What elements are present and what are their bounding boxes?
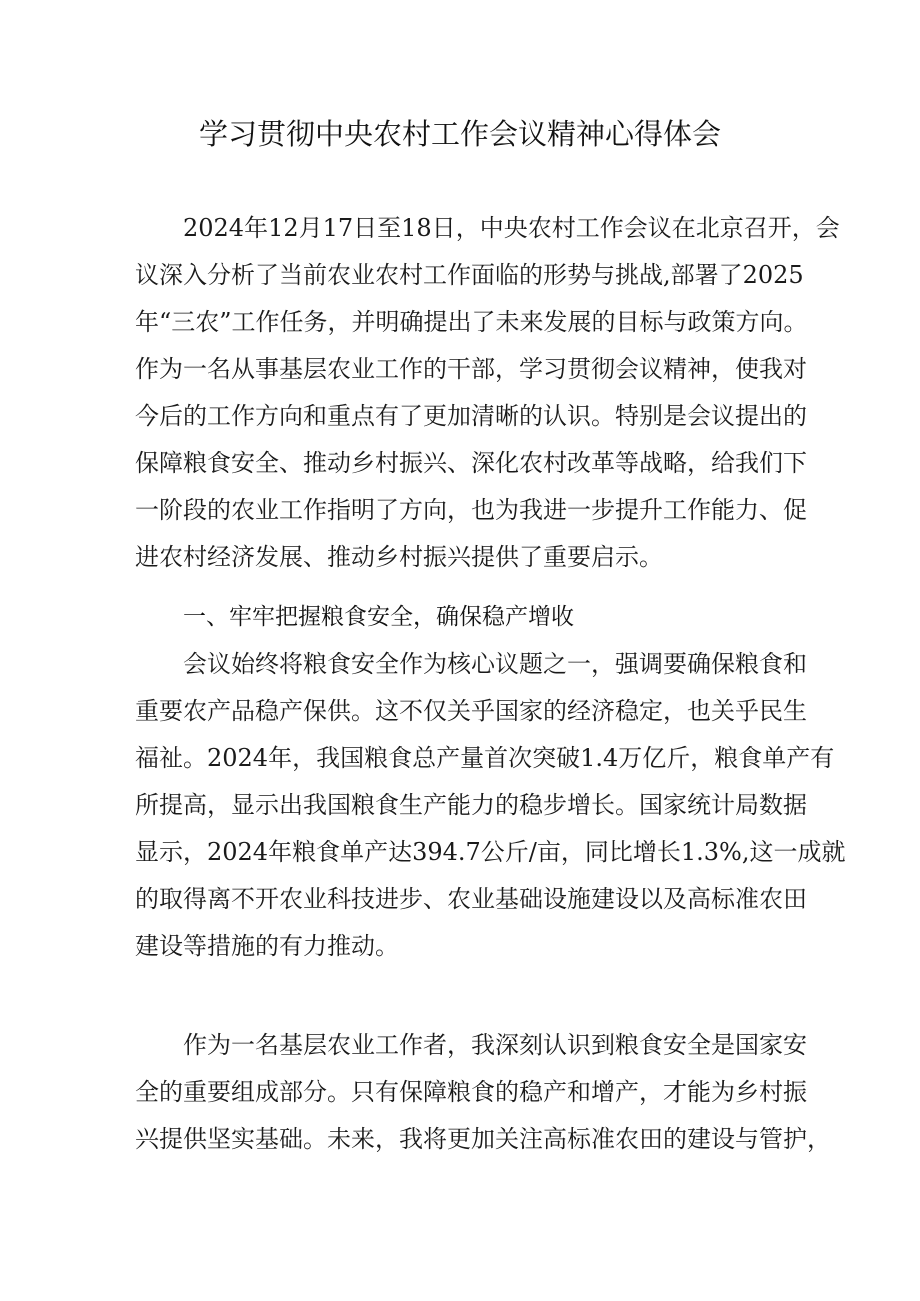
paragraph-line: 作为一名从事基层农业工作的干部，学习贯彻会议精神，使我对 xyxy=(135,355,807,383)
paragraph-line: 保障粮食安全、推动乡村振兴、深化农村改革等战略，给我们下 xyxy=(135,449,807,477)
paragraph-line: 进农村经济发展、推动乡村振兴提供了重要启示。 xyxy=(135,543,663,571)
paragraph-line: 全的重要组成部分。只有保障粮食的稳产和增产，才能为乡村振 xyxy=(135,1078,807,1106)
section-heading: 一、牢牢把握粮食安全，确保稳产增收 xyxy=(183,604,574,630)
paragraph-line: 议深入分析了当前农业农村工作面临的形势与挑战,部署了2025 xyxy=(135,261,804,289)
paragraph-line: 一阶段的农业工作指明了方向，也为我进一步提升工作能力、促 xyxy=(135,496,807,524)
paragraph-line: 显示，2024年粮食单产达394.7公斤/亩，同比增长1.3%,这一成就 xyxy=(135,838,846,866)
paragraph-line: 今后的工作方向和重点有了更加清晰的认识。特别是会议提出的 xyxy=(135,402,807,430)
paragraph-line: 重要农产品稳产保供。这不仅关乎国家的经济稳定，也关乎民生 xyxy=(135,697,807,725)
paragraph-line: 年“三农”工作任务，并明确提出了未来发展的目标与政策方向。 xyxy=(135,308,808,336)
paragraph-line: 作为一名基层农业工作者，我深刻认识到粮食安全是国家安 xyxy=(183,1031,807,1059)
paragraph-line: 会议始终将粮食安全作为核心议题之一，强调要确保粮食和 xyxy=(183,650,807,678)
document-title: 学习贯彻中央农村工作会议精神心得体会 xyxy=(198,117,721,151)
paragraph-line: 建设等措施的有力推动。 xyxy=(135,932,399,960)
paragraph-line: 兴提供坚实基础。未来，我将更加关注高标准农田的建设与管护， xyxy=(135,1125,831,1153)
paragraph-line: 所提高，显示出我国粮食生产能力的稳步增长。国家统计局数据 xyxy=(135,791,807,819)
paragraph-line: 福祉。2024年，我国粮食总产量首次突破1.4万亿斤，粮食单产有 xyxy=(135,744,835,772)
paragraph-line: 的取得离不开农业科技进步、农业基础设施建设以及高标准农田 xyxy=(135,885,807,913)
paragraph-line: 2024年12月17日至18日，中央农村工作会议在北京召开，会 xyxy=(183,214,840,242)
